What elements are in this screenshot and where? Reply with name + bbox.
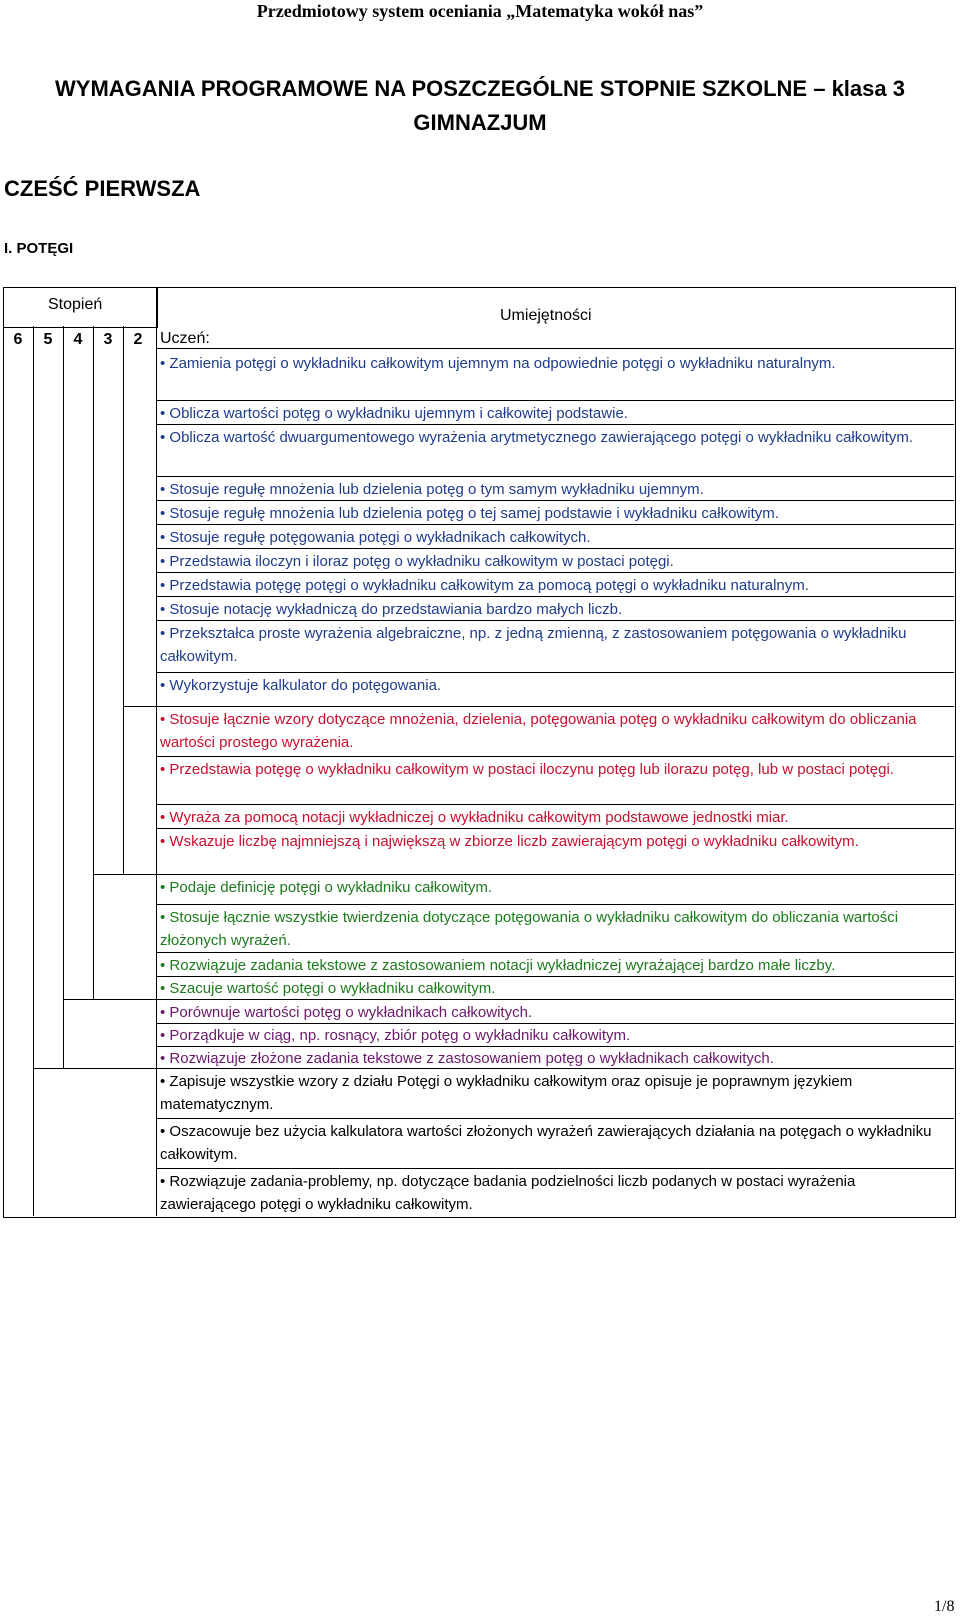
requirement-item: • Stosuje regułę mnożenia lub dzielenia potęg o tym samym wykładniku ujemnym. — [160, 481, 704, 498]
requirement-item: • Stosuje łącznie wzory dotyczące mnożenia, dzielenia, potęgowania potęg o wykładniku całkowitym do obliczania wartości prostego wyrażenia. — [160, 711, 917, 751]
requirement-item: • Oblicza wartości potęg o wykładniku ujemnym i całkowitej podstawie. — [160, 405, 628, 422]
stair-line-3 — [123, 326, 124, 874]
row-sep — [156, 904, 954, 905]
table-divider — [156, 287, 157, 1216]
row-sep — [156, 756, 954, 757]
requirement-item: • Przedstawia iloczyn i iloraz potęg o wykładniku całkowitym w postaci potęgi. — [160, 553, 674, 570]
requirement-item: • Porządkuje w ciąg, np. rosnący, zbiór potęg o wykładniku całkowitym. — [160, 1027, 631, 1044]
requirement-item: • Szacuje wartość potęgi o wykładniku całkowitym. — [160, 980, 496, 997]
stair-line-5 — [63, 326, 64, 1068]
requirement-item: • Stosuje łącznie wszystkie twierdzenia dotyczące potęgowania o wykładniku całkowitym do obliczania wartości złożonych wyrażeń. — [160, 909, 899, 949]
requirement-item: • Rozwiązuje zadania tekstowe z zastosowaniem notacji wykładniczej wyrażającej bardzo małe liczby. — [160, 957, 836, 974]
requirement-item: • Wskazuje liczbę najmniejszą i największą w zbiorze liczb zawierającym potęgi o wykładniku całkowitym. — [160, 833, 859, 850]
title-line-1: WYMAGANIA PROGRAMOWE NA POSZCZEGÓLNE STOPNIE SZKOLNE – klasa 3 — [55, 76, 905, 101]
uczen-label: Uczeń: — [160, 330, 210, 347]
part-heading: CZEŚĆ PIERWSZA — [4, 176, 201, 201]
requirement-item: • Przedstawia potęgę potęgi o wykładniku całkowitym za pomocą potęgi o wykładniku naturalnym. — [160, 577, 809, 594]
stopien-label: Stopień — [48, 296, 103, 313]
section-heading: I. POTĘGI — [4, 240, 74, 257]
requirement-item: • Zamienia potęgi o wykładniku całkowitym ujemnym na odpowiednie potęgi o wykładniku naturalnym. — [160, 355, 836, 372]
row-sep — [156, 706, 954, 707]
requirement-item: • Zapisuje wszystkie wzory z działu Potęgi o wykładniku całkowitym oraz opisuje je poprawnym językiem matematycznym. — [160, 1073, 853, 1113]
document-header: Przedmiotowy system oceniania „Matematyka wokół nas” — [256, 1, 704, 21]
row-sep — [156, 952, 954, 953]
row-sep — [156, 804, 954, 805]
grade-3: 3 — [103, 331, 113, 348]
umiejetnosci-label: Umiejętności — [500, 307, 592, 324]
requirement-item: • Rozwiązuje zadania-problemy, np. dotyczące badania podzielności liczb podanych w postaci wyrażenia zawierającego potęgi o wykładniku całkowitym. — [160, 1173, 856, 1213]
requirement-item: • Przekształca proste wyrażenia algebraiczne, np. z jedną zmienną, z zastosowaniem potęgowania o wykładniku całkowitym. — [160, 625, 907, 665]
requirement-item: • Podaje definicję potęgi o wykładniku całkowitym. — [160, 879, 493, 896]
row-sep — [156, 1118, 954, 1119]
requirement-item: • Rozwiązuje złożone zadania tekstowe z zastosowaniem potęg o wykładnikach całkowitych. — [160, 1050, 774, 1067]
requirement-item: • Wykorzystuje kalkulator do potęgowania. — [160, 677, 442, 694]
page-title — [20, 72, 940, 140]
row-sep — [156, 672, 954, 673]
requirement-item: • Oblicza wartość dwuargumentowego wyrażenia arytmetycznego zawierającego potęgi o wykładniku całkowitym. — [160, 429, 914, 446]
row-sep — [156, 400, 954, 401]
requirement-item: • Wyraża za pomocą notacji wykładniczej o wykładniku całkowitym podstawowe jednostki miar. — [160, 809, 789, 826]
stair-line-6 — [33, 326, 34, 1216]
title-line-2: GIMNAZJUM — [413, 110, 547, 135]
requirement-item: • Porównuje wartości potęg o wykładnikach całkowitych. — [160, 1004, 533, 1021]
grade-5: 5 — [43, 331, 53, 348]
grade-6: 6 — [13, 331, 23, 348]
stair-line-4 — [93, 326, 94, 999]
requirement-item: • Oszacowuje bez użycia kalkulatora wartości złożonych wyrażeń zawierających działania na potęgach o wykładniku całkowitym. — [160, 1123, 932, 1163]
row-sep — [156, 476, 954, 477]
requirement-item: • Stosuje regułę mnożenia lub dzielenia potęg o tej samej podstawie i wykładniku całkowitym. — [160, 505, 779, 522]
stair-step-2 — [123, 706, 156, 707]
page-number: 1/8 — [934, 1598, 955, 1615]
stair-step-5 — [33, 1068, 156, 1069]
requirement-item: • Stosuje notację wykładniczą do przedstawiania bardzo małych liczb. — [160, 601, 623, 618]
stair-step-4 — [63, 999, 156, 1000]
row-sep — [156, 1168, 954, 1169]
stair-step-3 — [93, 874, 156, 875]
row-sep — [156, 874, 954, 875]
grade-4: 4 — [73, 331, 83, 348]
requirement-item: • Przedstawia potęgę o wykładniku całkowitym w postaci iloczynu potęg lub ilorazu potęg, lub w postaci potęgi. — [160, 761, 894, 778]
grade-2: 2 — [133, 331, 143, 348]
row-sep — [156, 348, 954, 349]
requirement-item: • Stosuje regułę potęgowania potęgi o wykładnikach całkowitych. — [160, 529, 591, 546]
